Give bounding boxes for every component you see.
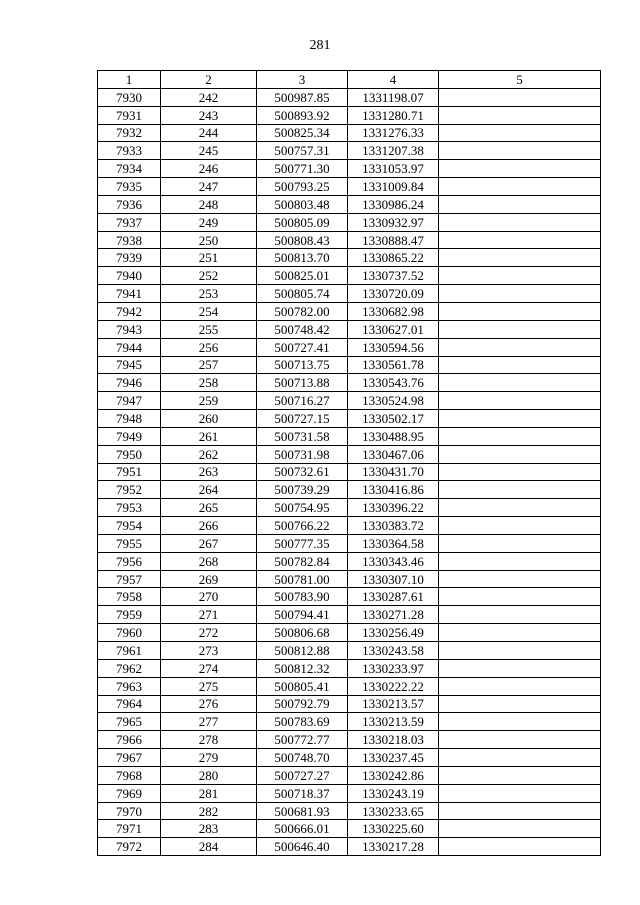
point-number-cell: 7961 xyxy=(98,642,161,660)
table-row xyxy=(98,588,601,606)
point-number-cell: 7942 xyxy=(98,302,161,320)
table-row xyxy=(98,802,601,820)
table-row xyxy=(98,106,601,124)
x-coordinate-cell: 500825.34 xyxy=(257,124,348,142)
x-coordinate-cell: 500748.42 xyxy=(257,320,348,338)
note-cell xyxy=(439,695,601,713)
y-coordinate-cell: 1330222.22 xyxy=(348,677,439,695)
y-coordinate-cell: 1330488.95 xyxy=(348,427,439,445)
x-coordinate-cell: 500777.35 xyxy=(257,534,348,552)
x-coordinate-cell: 500782.84 xyxy=(257,552,348,570)
y-coordinate-cell: 1330932.97 xyxy=(348,213,439,231)
note-cell xyxy=(439,552,601,570)
x-coordinate-cell: 500805.41 xyxy=(257,677,348,695)
table-row xyxy=(98,213,601,231)
vertex-number-cell: 264 xyxy=(161,481,257,499)
x-coordinate-cell: 500794.41 xyxy=(257,606,348,624)
y-coordinate-cell: 1330213.59 xyxy=(348,713,439,731)
x-coordinate-cell: 500739.29 xyxy=(257,481,348,499)
note-cell xyxy=(439,784,601,802)
note-cell xyxy=(439,88,601,106)
note-cell xyxy=(439,178,601,196)
note-cell xyxy=(439,160,601,178)
point-number-cell: 7947 xyxy=(98,392,161,410)
y-coordinate-cell: 1330865.22 xyxy=(348,249,439,267)
point-number-cell: 7930 xyxy=(98,88,161,106)
point-number-cell: 7938 xyxy=(98,231,161,249)
note-cell xyxy=(439,588,601,606)
vertex-number-cell: 270 xyxy=(161,588,257,606)
table-row xyxy=(98,249,601,267)
note-cell xyxy=(439,195,601,213)
vertex-number-cell: 284 xyxy=(161,838,257,856)
y-coordinate-cell: 1330682.98 xyxy=(348,302,439,320)
table-row xyxy=(98,677,601,695)
point-number-cell: 7937 xyxy=(98,213,161,231)
note-cell xyxy=(439,766,601,784)
x-coordinate-cell: 500713.75 xyxy=(257,356,348,374)
point-number-cell: 7960 xyxy=(98,624,161,642)
note-cell xyxy=(439,570,601,588)
y-coordinate-cell: 1330217.28 xyxy=(348,838,439,856)
note-cell xyxy=(439,606,601,624)
point-number-cell: 7953 xyxy=(98,499,161,517)
point-number-cell: 7948 xyxy=(98,410,161,428)
x-coordinate-cell: 500792.79 xyxy=(257,695,348,713)
table-row xyxy=(98,392,601,410)
table-row xyxy=(98,267,601,285)
point-number-cell: 7934 xyxy=(98,160,161,178)
point-number-cell: 7939 xyxy=(98,249,161,267)
vertex-number-cell: 242 xyxy=(161,88,257,106)
table-row xyxy=(98,838,601,856)
x-coordinate-cell: 500666.01 xyxy=(257,820,348,838)
note-cell xyxy=(439,356,601,374)
y-coordinate-cell: 1331276.33 xyxy=(348,124,439,142)
vertex-number-cell: 256 xyxy=(161,338,257,356)
x-coordinate-cell: 500805.09 xyxy=(257,213,348,231)
x-coordinate-cell: 500813.70 xyxy=(257,249,348,267)
table-row xyxy=(98,766,601,784)
vertex-number-cell: 252 xyxy=(161,267,257,285)
x-coordinate-cell: 500987.85 xyxy=(257,88,348,106)
table-row xyxy=(98,481,601,499)
vertex-number-cell: 280 xyxy=(161,766,257,784)
y-coordinate-cell: 1330233.65 xyxy=(348,802,439,820)
x-coordinate-cell: 500812.88 xyxy=(257,642,348,660)
point-number-cell: 7935 xyxy=(98,178,161,196)
point-number-cell: 7952 xyxy=(98,481,161,499)
table-row xyxy=(98,302,601,320)
y-coordinate-cell: 1330213.57 xyxy=(348,695,439,713)
x-coordinate-cell: 500781.00 xyxy=(257,570,348,588)
y-coordinate-cell: 1330561.78 xyxy=(348,356,439,374)
point-number-cell: 7940 xyxy=(98,267,161,285)
point-number-cell: 7957 xyxy=(98,570,161,588)
note-cell xyxy=(439,642,601,660)
table-row xyxy=(98,534,601,552)
y-coordinate-cell: 1331198.07 xyxy=(348,88,439,106)
y-coordinate-cell: 1331009.84 xyxy=(348,178,439,196)
point-number-cell: 7936 xyxy=(98,195,161,213)
table-row xyxy=(98,338,601,356)
note-cell xyxy=(439,731,601,749)
vertex-number-cell: 267 xyxy=(161,534,257,552)
note-cell xyxy=(439,106,601,124)
vertex-number-cell: 273 xyxy=(161,642,257,660)
note-cell xyxy=(439,838,601,856)
vertex-number-cell: 271 xyxy=(161,606,257,624)
vertex-number-cell: 268 xyxy=(161,552,257,570)
table-row xyxy=(98,410,601,428)
point-number-cell: 7941 xyxy=(98,285,161,303)
x-coordinate-cell: 500808.43 xyxy=(257,231,348,249)
column-header-1: 1 xyxy=(98,71,161,89)
y-coordinate-cell: 1330225.60 xyxy=(348,820,439,838)
note-cell xyxy=(439,320,601,338)
vertex-number-cell: 249 xyxy=(161,213,257,231)
y-coordinate-cell: 1330287.61 xyxy=(348,588,439,606)
y-coordinate-cell: 1330243.58 xyxy=(348,642,439,660)
table-row xyxy=(98,160,601,178)
x-coordinate-cell: 500766.22 xyxy=(257,517,348,535)
y-coordinate-cell: 1330467.06 xyxy=(348,445,439,463)
y-coordinate-cell: 1330242.86 xyxy=(348,766,439,784)
vertex-number-cell: 253 xyxy=(161,285,257,303)
vertex-number-cell: 246 xyxy=(161,160,257,178)
vertex-number-cell: 244 xyxy=(161,124,257,142)
table-row xyxy=(98,695,601,713)
vertex-number-cell: 257 xyxy=(161,356,257,374)
point-number-cell: 7963 xyxy=(98,677,161,695)
note-cell xyxy=(439,677,601,695)
table-row xyxy=(98,820,601,838)
y-coordinate-cell: 1330986.24 xyxy=(348,195,439,213)
point-number-cell: 7971 xyxy=(98,820,161,838)
x-coordinate-cell: 500727.27 xyxy=(257,766,348,784)
y-coordinate-cell: 1330737.52 xyxy=(348,267,439,285)
note-cell xyxy=(439,213,601,231)
x-coordinate-cell: 500732.61 xyxy=(257,463,348,481)
column-header-4: 4 xyxy=(348,71,439,89)
vertex-number-cell: 251 xyxy=(161,249,257,267)
x-coordinate-cell: 500806.68 xyxy=(257,624,348,642)
y-coordinate-cell: 1330256.49 xyxy=(348,624,439,642)
table-row xyxy=(98,784,601,802)
table-row xyxy=(98,659,601,677)
x-coordinate-cell: 500803.48 xyxy=(257,195,348,213)
table-row xyxy=(98,356,601,374)
table-row xyxy=(98,231,601,249)
y-coordinate-cell: 1330237.45 xyxy=(348,749,439,767)
point-number-cell: 7966 xyxy=(98,731,161,749)
vertex-number-cell: 276 xyxy=(161,695,257,713)
note-cell xyxy=(439,463,601,481)
table-row xyxy=(98,642,601,660)
x-coordinate-cell: 500893.92 xyxy=(257,106,348,124)
vertex-number-cell: 261 xyxy=(161,427,257,445)
table-row xyxy=(98,749,601,767)
note-cell xyxy=(439,517,601,535)
note-cell xyxy=(439,499,601,517)
x-coordinate-cell: 500727.15 xyxy=(257,410,348,428)
table-row xyxy=(98,606,601,624)
vertex-number-cell: 263 xyxy=(161,463,257,481)
x-coordinate-cell: 500783.90 xyxy=(257,588,348,606)
x-coordinate-cell: 500825.01 xyxy=(257,267,348,285)
vertex-number-cell: 274 xyxy=(161,659,257,677)
point-number-cell: 7972 xyxy=(98,838,161,856)
coordinates-table xyxy=(97,70,601,856)
note-cell xyxy=(439,659,601,677)
x-coordinate-cell: 500754.95 xyxy=(257,499,348,517)
note-cell xyxy=(439,267,601,285)
header-row xyxy=(98,71,601,89)
y-coordinate-cell: 1330383.72 xyxy=(348,517,439,535)
y-coordinate-cell: 1330502.17 xyxy=(348,410,439,428)
table-row xyxy=(98,445,601,463)
vertex-number-cell: 258 xyxy=(161,374,257,392)
y-coordinate-cell: 1330543.76 xyxy=(348,374,439,392)
point-number-cell: 7962 xyxy=(98,659,161,677)
vertex-number-cell: 275 xyxy=(161,677,257,695)
table-row xyxy=(98,713,601,731)
point-number-cell: 7933 xyxy=(98,142,161,160)
y-coordinate-cell: 1330627.01 xyxy=(348,320,439,338)
note-cell xyxy=(439,481,601,499)
note-cell xyxy=(439,392,601,410)
x-coordinate-cell: 500681.93 xyxy=(257,802,348,820)
point-number-cell: 7950 xyxy=(98,445,161,463)
vertex-number-cell: 245 xyxy=(161,142,257,160)
table-row xyxy=(98,624,601,642)
point-number-cell: 7956 xyxy=(98,552,161,570)
table-row xyxy=(98,88,601,106)
note-cell xyxy=(439,285,601,303)
note-cell xyxy=(439,410,601,428)
vertex-number-cell: 259 xyxy=(161,392,257,410)
y-coordinate-cell: 1331053.97 xyxy=(348,160,439,178)
vertex-number-cell: 277 xyxy=(161,713,257,731)
table-row xyxy=(98,517,601,535)
point-number-cell: 7958 xyxy=(98,588,161,606)
x-coordinate-cell: 500757.31 xyxy=(257,142,348,160)
vertex-number-cell: 266 xyxy=(161,517,257,535)
y-coordinate-cell: 1330307.10 xyxy=(348,570,439,588)
vertex-number-cell: 247 xyxy=(161,178,257,196)
y-coordinate-cell: 1330243.19 xyxy=(348,784,439,802)
column-header-2: 2 xyxy=(161,71,257,89)
column-header-5: 5 xyxy=(439,71,601,89)
table-row xyxy=(98,731,601,749)
note-cell xyxy=(439,124,601,142)
vertex-number-cell: 254 xyxy=(161,302,257,320)
table-row xyxy=(98,499,601,517)
note-cell xyxy=(439,249,601,267)
x-coordinate-cell: 500793.25 xyxy=(257,178,348,196)
vertex-number-cell: 269 xyxy=(161,570,257,588)
y-coordinate-cell: 1331280.71 xyxy=(348,106,439,124)
point-number-cell: 7946 xyxy=(98,374,161,392)
point-number-cell: 7969 xyxy=(98,784,161,802)
vertex-number-cell: 279 xyxy=(161,749,257,767)
point-number-cell: 7964 xyxy=(98,695,161,713)
note-cell xyxy=(439,802,601,820)
vertex-number-cell: 282 xyxy=(161,802,257,820)
vertex-number-cell: 265 xyxy=(161,499,257,517)
y-coordinate-cell: 1330524.98 xyxy=(348,392,439,410)
y-coordinate-cell: 1330233.97 xyxy=(348,659,439,677)
vertex-number-cell: 272 xyxy=(161,624,257,642)
point-number-cell: 7968 xyxy=(98,766,161,784)
table-row xyxy=(98,178,601,196)
point-number-cell: 7970 xyxy=(98,802,161,820)
note-cell xyxy=(439,713,601,731)
table-row xyxy=(98,374,601,392)
y-coordinate-cell: 1330594.56 xyxy=(348,338,439,356)
x-coordinate-cell: 500783.69 xyxy=(257,713,348,731)
note-cell xyxy=(439,820,601,838)
note-cell xyxy=(439,374,601,392)
point-number-cell: 7955 xyxy=(98,534,161,552)
vertex-number-cell: 250 xyxy=(161,231,257,249)
y-coordinate-cell: 1330271.28 xyxy=(348,606,439,624)
y-coordinate-cell: 1330431.70 xyxy=(348,463,439,481)
x-coordinate-cell: 500805.74 xyxy=(257,285,348,303)
page-number: 281 xyxy=(309,38,331,53)
y-coordinate-cell: 1330720.09 xyxy=(348,285,439,303)
table-row xyxy=(98,570,601,588)
note-cell xyxy=(439,749,601,767)
vertex-number-cell: 243 xyxy=(161,106,257,124)
y-coordinate-cell: 1330416.86 xyxy=(348,481,439,499)
point-number-cell: 7949 xyxy=(98,427,161,445)
table-row xyxy=(98,463,601,481)
point-number-cell: 7945 xyxy=(98,356,161,374)
column-header-3: 3 xyxy=(257,71,348,89)
y-coordinate-cell: 1330218.03 xyxy=(348,731,439,749)
table-row xyxy=(98,195,601,213)
table-body xyxy=(98,88,601,855)
table-row xyxy=(98,552,601,570)
x-coordinate-cell: 500771.30 xyxy=(257,160,348,178)
x-coordinate-cell: 500716.27 xyxy=(257,392,348,410)
note-cell xyxy=(439,338,601,356)
point-number-cell: 7954 xyxy=(98,517,161,535)
x-coordinate-cell: 500713.88 xyxy=(257,374,348,392)
table-header xyxy=(98,71,601,89)
note-cell xyxy=(439,624,601,642)
x-coordinate-cell: 500718.37 xyxy=(257,784,348,802)
x-coordinate-cell: 500731.58 xyxy=(257,427,348,445)
point-number-cell: 7943 xyxy=(98,320,161,338)
table-row xyxy=(98,427,601,445)
vertex-number-cell: 262 xyxy=(161,445,257,463)
note-cell xyxy=(439,231,601,249)
x-coordinate-cell: 500748.70 xyxy=(257,749,348,767)
point-number-cell: 7967 xyxy=(98,749,161,767)
table-row xyxy=(98,285,601,303)
y-coordinate-cell: 1330343.46 xyxy=(348,552,439,570)
vertex-number-cell: 283 xyxy=(161,820,257,838)
x-coordinate-cell: 500731.98 xyxy=(257,445,348,463)
note-cell xyxy=(439,445,601,463)
vertex-number-cell: 248 xyxy=(161,195,257,213)
note-cell xyxy=(439,427,601,445)
x-coordinate-cell: 500772.77 xyxy=(257,731,348,749)
y-coordinate-cell: 1330364.58 xyxy=(348,534,439,552)
note-cell xyxy=(439,302,601,320)
point-number-cell: 7932 xyxy=(98,124,161,142)
vertex-number-cell: 260 xyxy=(161,410,257,428)
point-number-cell: 7965 xyxy=(98,713,161,731)
x-coordinate-cell: 500727.41 xyxy=(257,338,348,356)
y-coordinate-cell: 1330396.22 xyxy=(348,499,439,517)
y-coordinate-cell: 1330888.47 xyxy=(348,231,439,249)
point-number-cell: 7931 xyxy=(98,106,161,124)
vertex-number-cell: 281 xyxy=(161,784,257,802)
note-cell xyxy=(439,534,601,552)
x-coordinate-cell: 500782.00 xyxy=(257,302,348,320)
note-cell xyxy=(439,142,601,160)
vertex-number-cell: 255 xyxy=(161,320,257,338)
x-coordinate-cell: 500812.32 xyxy=(257,659,348,677)
table-row xyxy=(98,320,601,338)
point-number-cell: 7944 xyxy=(98,338,161,356)
table-row xyxy=(98,124,601,142)
point-number-cell: 7951 xyxy=(98,463,161,481)
vertex-number-cell: 278 xyxy=(161,731,257,749)
table-row xyxy=(98,142,601,160)
x-coordinate-cell: 500646.40 xyxy=(257,838,348,856)
point-number-cell: 7959 xyxy=(98,606,161,624)
y-coordinate-cell: 1331207.38 xyxy=(348,142,439,160)
